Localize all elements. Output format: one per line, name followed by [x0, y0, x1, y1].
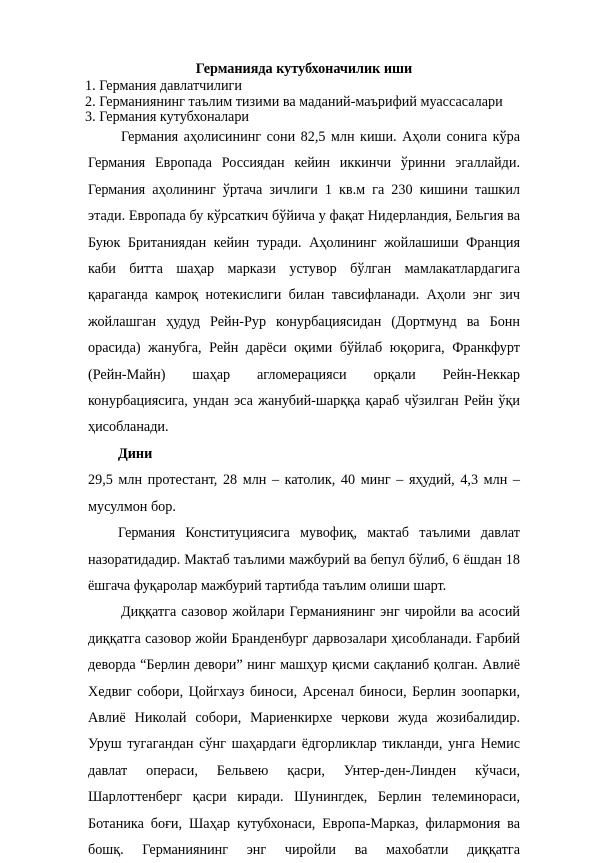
toc-item-3: 3. Германия кутубхоналари [85, 109, 250, 125]
toc-item-1: 1. Германия давлатчилиги [85, 78, 242, 94]
paragraph-religion: 29,5 млн протестант, 28 млн – католик, 40 минг – яҳудий, 4,3 млн – мусулмон бор. [88, 472, 520, 515]
paragraph-population: Германия аҳолисининг сони 82,5 млн киши. Аҳоли сонига кўра Германия Европада Россиядан кейин иккинчи ўринни эгаллайди. Германия аҳолининг ўртача зичлиги 1 кв.м га 230 кишини ташкил этади. Европада бу кўрсаткич бўйича у фақат Нидерландия, Бельгия ва Буюк Британиядан кейин туради. Аҳолининг жойлашиши Франция каби битта шаҳар маркази устувор бўлган мамлакатлардагига қараганда камроқ нотекислиги билан тавсифланади. Аҳоли энг зич жойлашган ҳудуд Рейн-Рур конурбациясидан (Дортмунд ва Бонн орасида) жанубга, Рейн дарёси оқими бўйлаб юқорига, Франкфурт (Рейн-Майн) шаҳар агломерацияси орқали Рейн-Неккар конурбациясига, ундан эса жанубий-шарққа қараб чўзилган Рейн ўқи ҳисобланади. [88, 129, 520, 436]
toc-item-2: 2. Германиянинг таълим тизими ва маданий-маърифий муассасалари [85, 93, 503, 110]
section-heading-religion: Дини [118, 445, 153, 462]
paragraph-sights: Диққатга сазовор жойлари Германиянинг энг чиройли ва асосий диққатга сазовор жойи Бранденбург дарвозалари ҳисобланади. Ғарбий деворда “Берлин девори” нинг машҳур қисми сақланиб қолган. Авлиё Хедвиг собори, Цойгхауз биноси, Арсенал биноси, Берлин зоопарки, Авлиё Николай собори, Мариенкирхе черкови жуда жозибалидир. Уруш тугагандан сўнг шаҳардаги ёдгорликлар тикланди, унга Немис давлат операси, Бельвею қасри, Унтер-ден-Линден кўчаси, Шарлоттенберг қасри киради. Шунингдек, Берлин телеминораси, Ботаника боғи, Шаҳар кутубхонаси, Европа-Марказ, филармония ва бошқ. Германиянинг энг чиройли ва махобатли диққатга [88, 604, 520, 858]
table-of-contents [85, 79, 503, 126]
document-body [88, 124, 520, 863]
document-title: Германияда кутубхоначилик иши [195, 61, 413, 77]
paragraph-education: Германия Конституциясига мувофиқ, мактаб таълими давлат назоратидадир. Мактаб таълими мажбурий ва бепул бўлиб, 6 ёшдан 18 ёшгача фуқаролар мажбурий тартибда таълим олиши шарт. [88, 525, 520, 594]
